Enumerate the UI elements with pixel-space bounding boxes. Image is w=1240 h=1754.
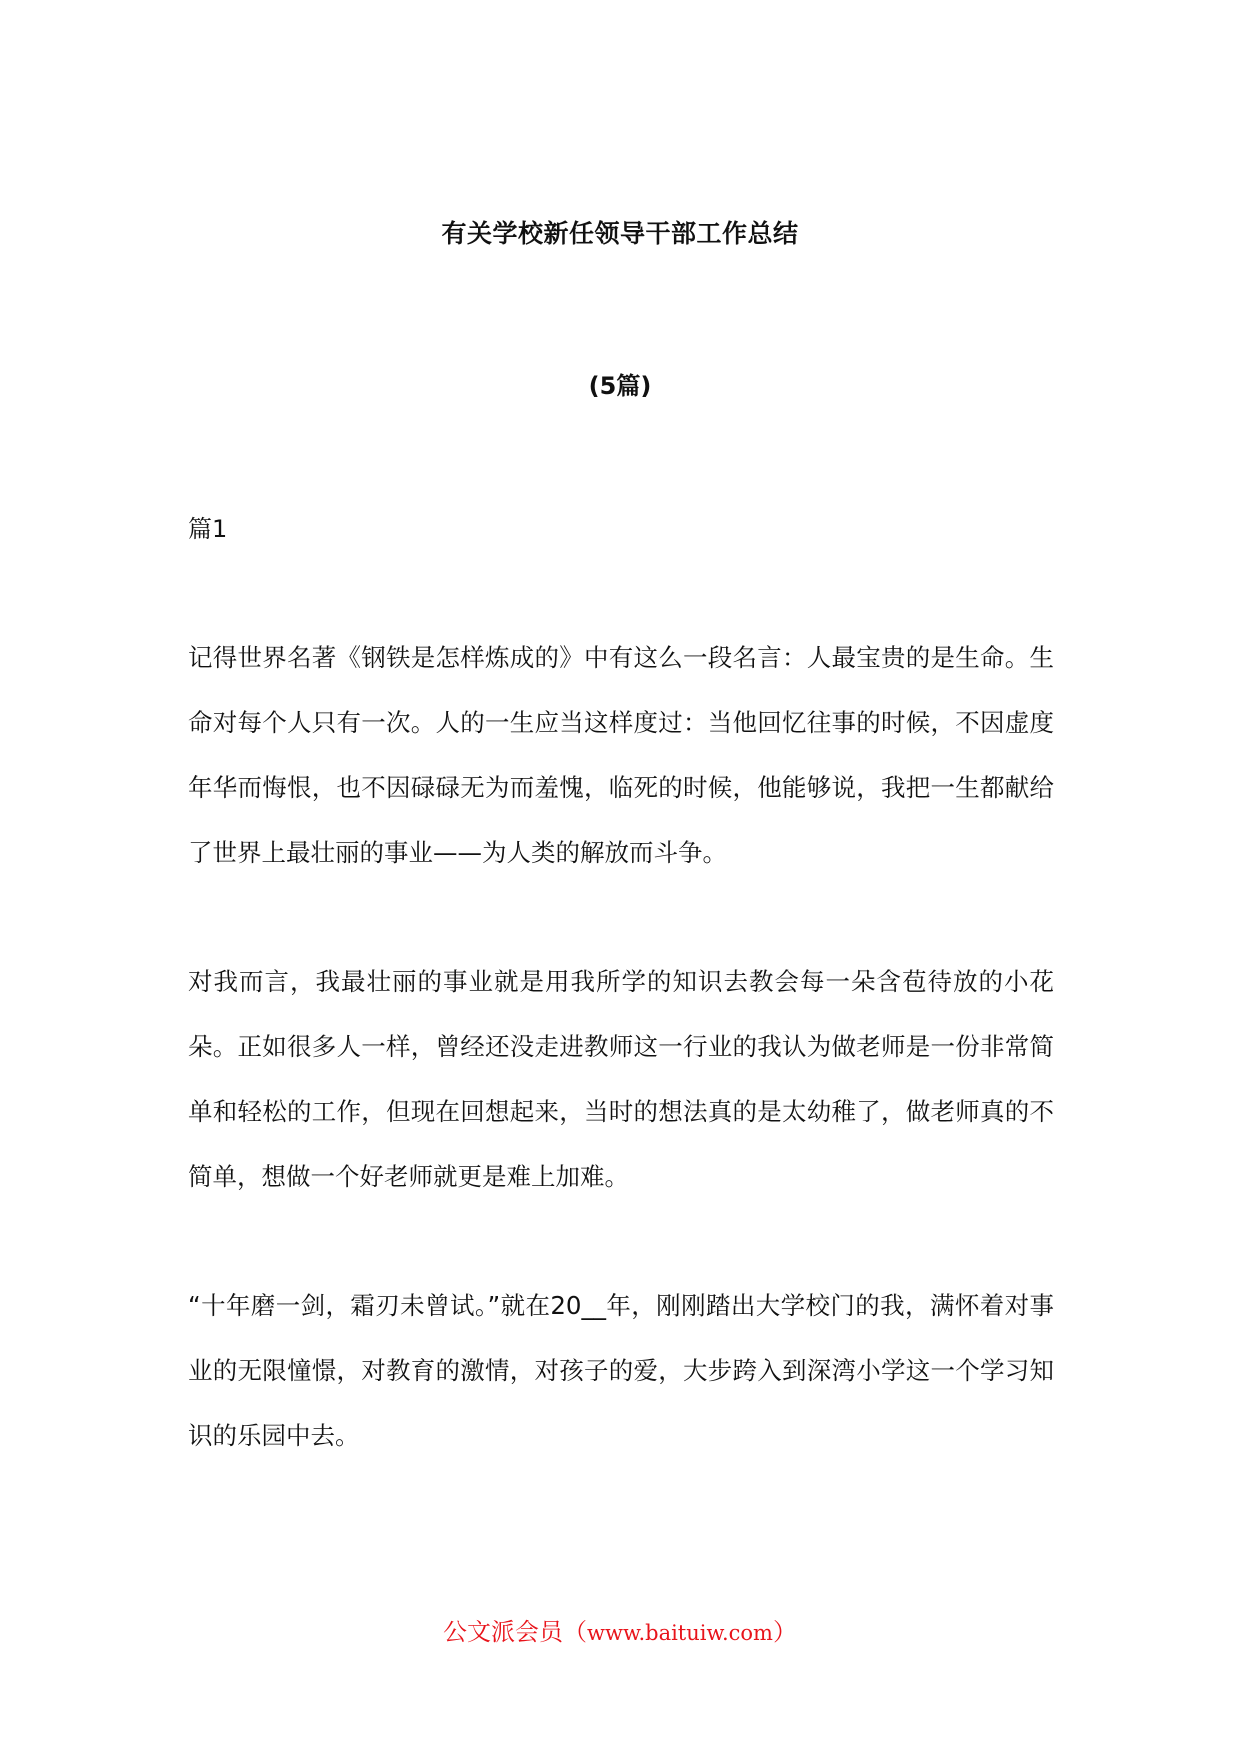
paragraph-1: 记得世界名著《钢铁是怎样炼成的》中有这么一段名言：人最宝贵的是生命。生命对每个人只有一次。人的一生应当这样度过：当他回忆往事的时候，不因虚度年华而悔恨，也不因碌碌无为而羞愧，临死的时候，他能够说，我把一生都献给了世界上最壮丽的事业——为人类的解放而斗争。: [188, 643, 1054, 867]
paragraph-3: “十年磨一剑，霜刃未曾试。”就在20__年，刚刚踏出大学校门的我，满怀着对事业的无限憧憬，对教育的激情，对孩子的爱，大步跨入到深湾小学这一个学习知识的乐园中去。: [188, 1291, 1054, 1450]
footer-watermark: [0, 1612, 1240, 1647]
footer-close-paren: ）: [772, 1618, 797, 1646]
document-subtitle: (5篇): [588, 372, 652, 400]
document-title: 有关学校新任领导干部工作总结: [441, 219, 799, 248]
footer-brand: 公文派会员: [443, 1618, 564, 1646]
paragraph-2: 对我而言，我最壮丽的事业就是用我所学的知识去教会每一朵含苞待放的小花朵。正如很多人一样，曾经还没走进教师这一行业的我认为做老师是一份非常简单和轻松的工作，但现在回想起来，当时的想法真的是太幼稚了，做老师真的不简单，想做一个好老师就更是难上加难。: [188, 967, 1054, 1191]
footer-open-paren: （: [563, 1618, 588, 1646]
section-label: 篇1: [188, 515, 228, 543]
footer-url[interactable]: www.baituiw.com: [587, 1621, 773, 1645]
